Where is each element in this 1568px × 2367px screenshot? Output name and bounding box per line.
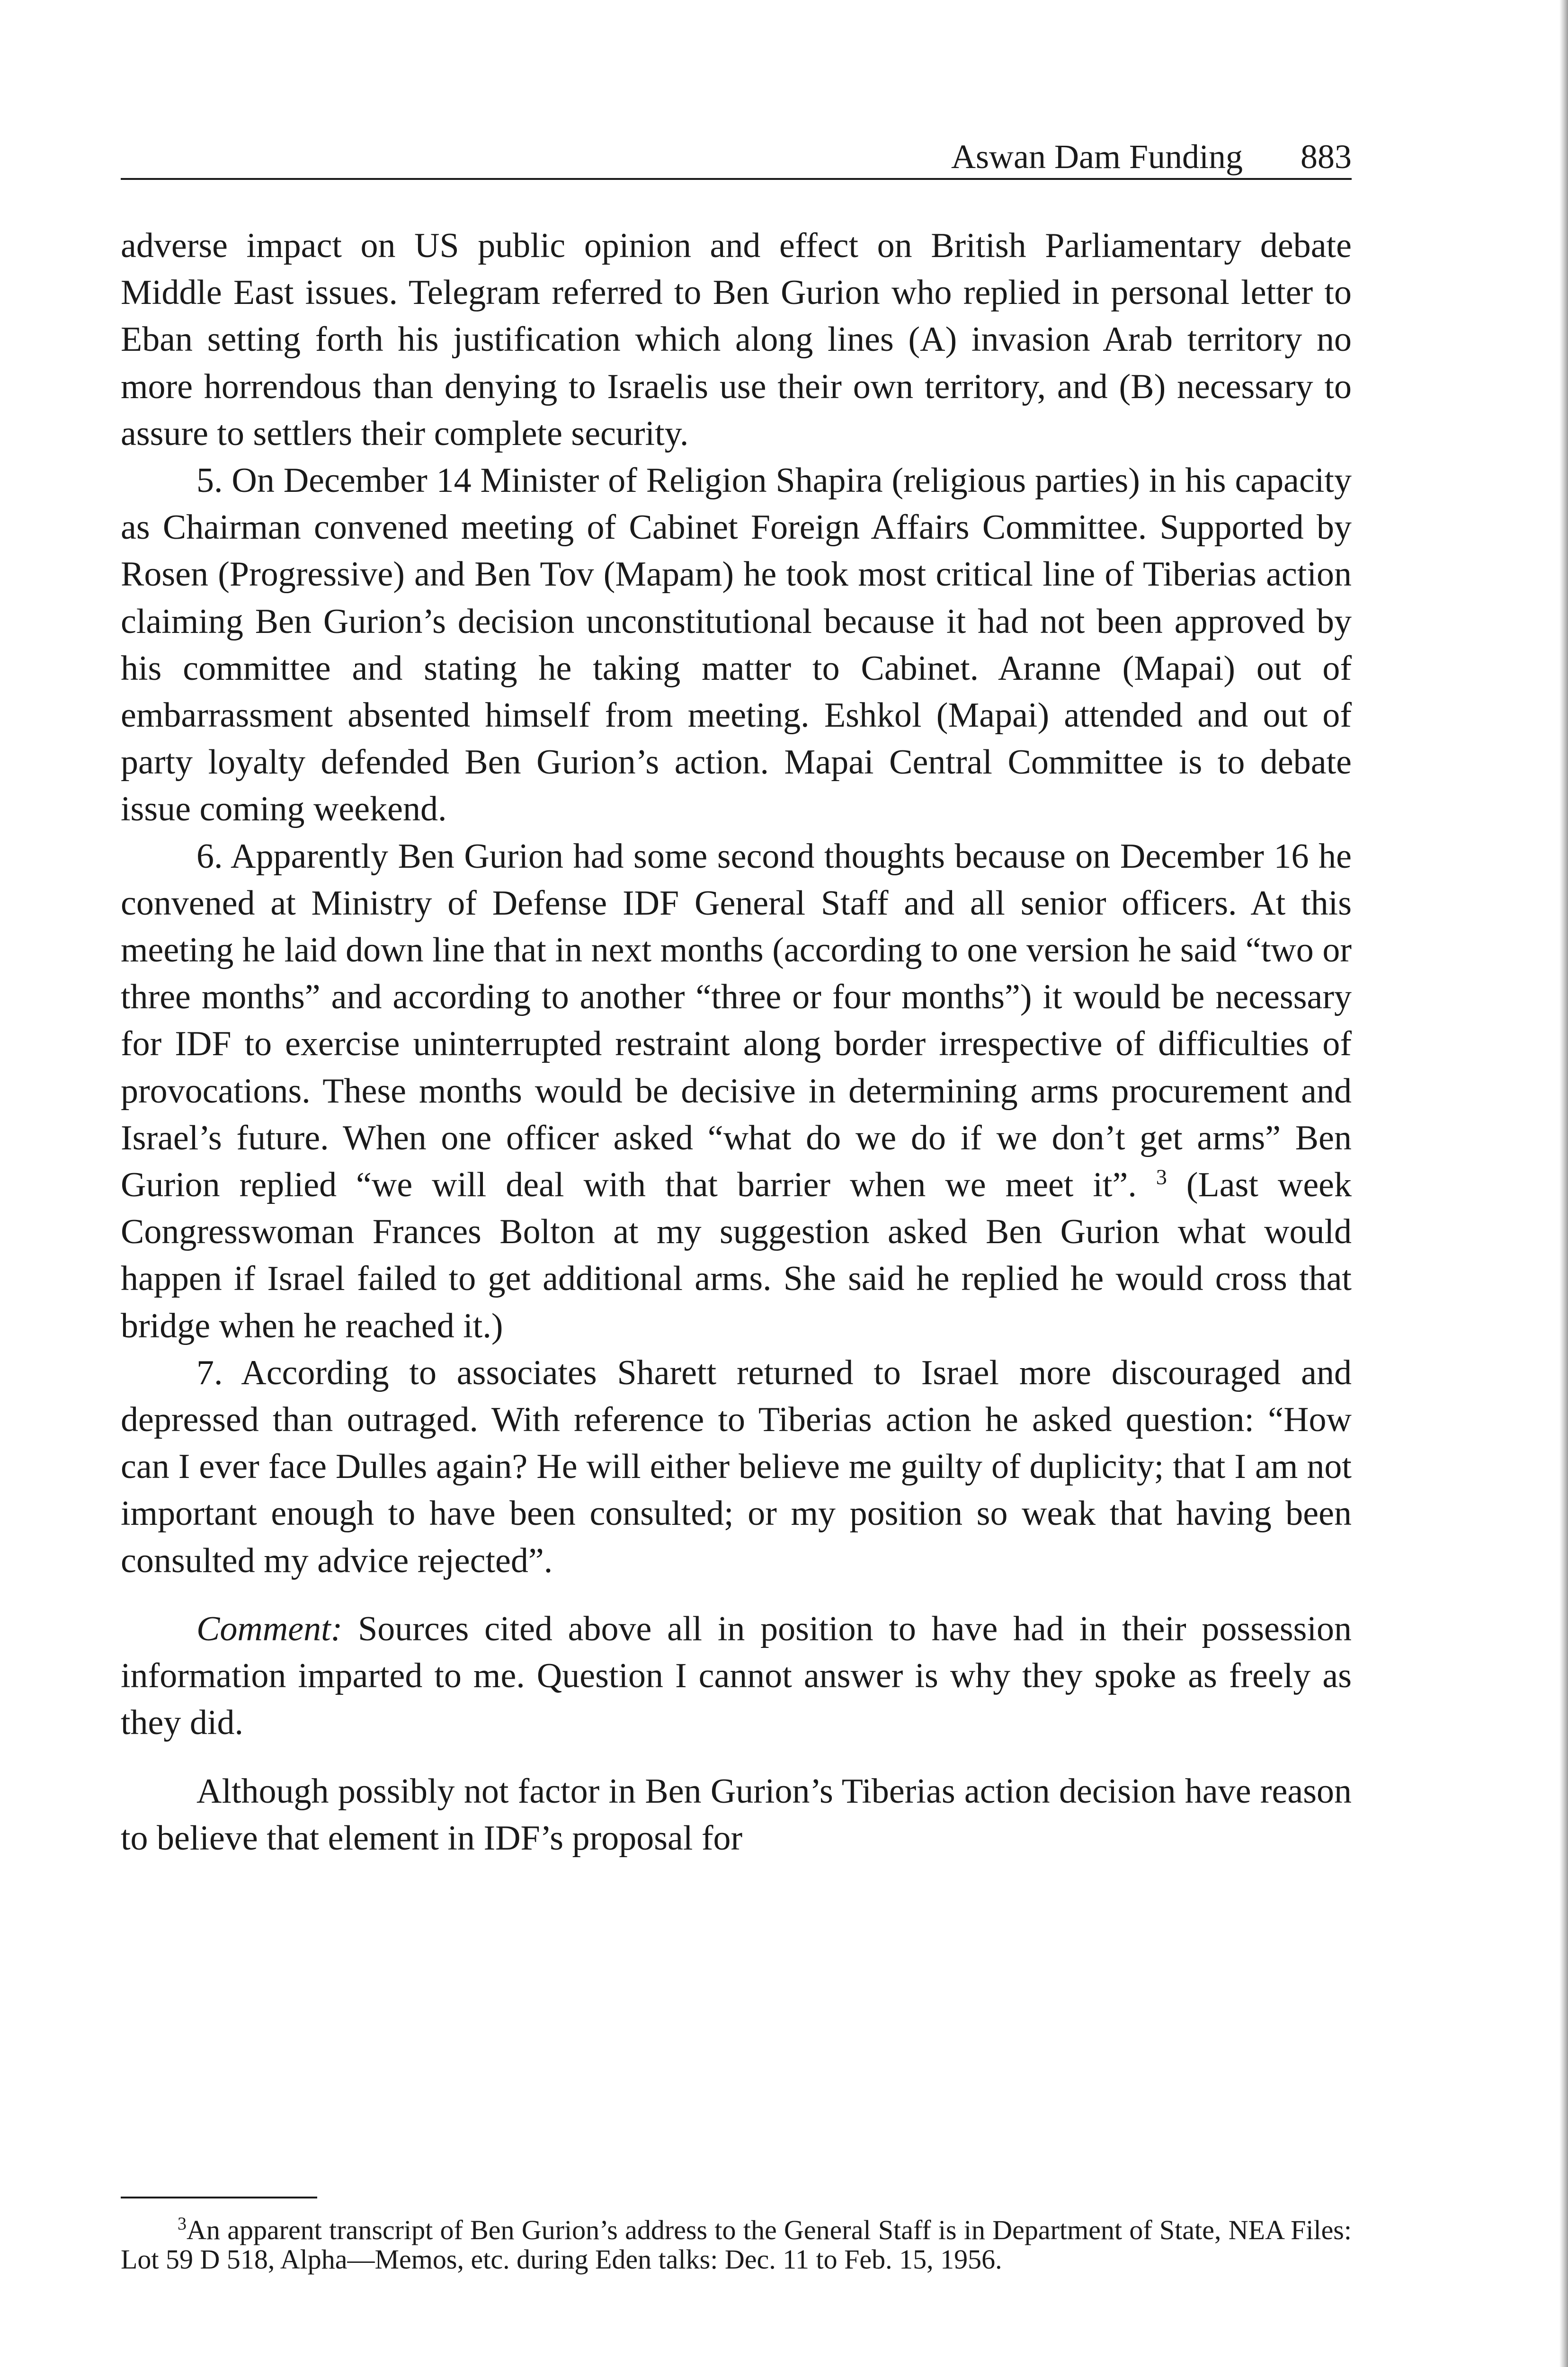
final-paragraph: Although possibly not factor in Ben Gurion’s Tiberias action decision have reason to believe that element in IDF’s proposal for (121, 1771, 1352, 1858)
page-number: 883 (1301, 138, 1352, 176)
running-header (121, 135, 1352, 178)
footnote (121, 2216, 1352, 2274)
header-rule (121, 178, 1352, 180)
paragraph-7: 7. According to associates Sharett returned to Israel more discouraged and depressed than outraged. With reference to Tiberias action he asked question: “How can I ever face Dulles again? He will either believe me guilty of duplicity; that I am not important enough to have been consulted; or my position so weak that having been consulted my advice rejected”. (121, 1353, 1352, 1580)
body-text (121, 222, 1352, 1862)
paragraph-6-aside: (Last week Congresswoman Frances Bolton at my suggestion asked Ben Gurion what would happen if Israel failed to get additional arms. She said he replied he would cross that bridge when he reached it.) (121, 1166, 1352, 1345)
comment-text: Sources cited above all in position to have had in their possession information imparted to me. Question I cannot answer is why they spoke as freely as they did. (121, 1609, 1352, 1743)
paragraph-6-text: 6. Apparently Ben Gurion had some second thoughts because on December 16 he convened at Ministry of Defense IDF General Staff and all senior officers. At this meeting he laid down line that in next months (according to one version he said “two or three months” and according to another “three or four months”) it would be necessary for IDF to exercise uninterrupted restraint along border irrespective of difficulties of provocations. These months would be decisive in determining arms procurement and Israel’s future. When one officer asked “what do we do if we don’t get arms” Ben Gurion replied “we will deal with that barrier when we meet it”. (121, 836, 1352, 1205)
paragraph-continued: adverse impact on US public opinion and effect on British Parliamentary debate Middle East issues. Telegram referred to Ben Gurion who replied in personal letter to Eban setting forth his justification which along lines (A) invasion Arab territory no more horrendous than denying to Israelis use their own territory, and (B) necessary to assure to settlers their complete security. (121, 226, 1352, 453)
footnote-number: 3 (178, 2214, 187, 2234)
footnote-rule (121, 2197, 317, 2198)
paragraph-5: 5. On December 14 Minister of Religion Shapira (religious parties) in his capacity as Chairman convened meeting of Cabinet Foreign Affairs Committee. Supported by Rosen (Progressive) and Ben Tov (Mapam) he took most critical line of Tiberias action claiming Ben Gurion’s decision unconstitutional because it had not been approved by his committee and stating he taking matter to Cabinet. Aranne (Mapai) out of embarrassment absented himself from meeting. Eshkol (Mapai) attended and out of party loyalty defended Ben Gurion’s action. Mapai Central Committee is to debate issue coming weekend. (121, 461, 1352, 829)
footnote-text: An apparent transcript of Ben Gurion’s address to the General Staff is in Department of State, NEA Files: Lot 59 D 518, Alpha—Memos, etc. during Eden talks: Dec. 11 to Feb. 15, 1956. (121, 2215, 1352, 2275)
header-title: Aswan Dam Funding (951, 138, 1243, 176)
footnote-reference[interactable]: 3 (1156, 1165, 1167, 1189)
paragraph-6 (121, 833, 1352, 1350)
comment-label: Comment: (196, 1609, 343, 1648)
page-edge-shadow (1559, 0, 1568, 2367)
comment-paragraph (121, 1606, 1352, 1747)
footnote-paragraph (121, 2216, 1352, 2274)
